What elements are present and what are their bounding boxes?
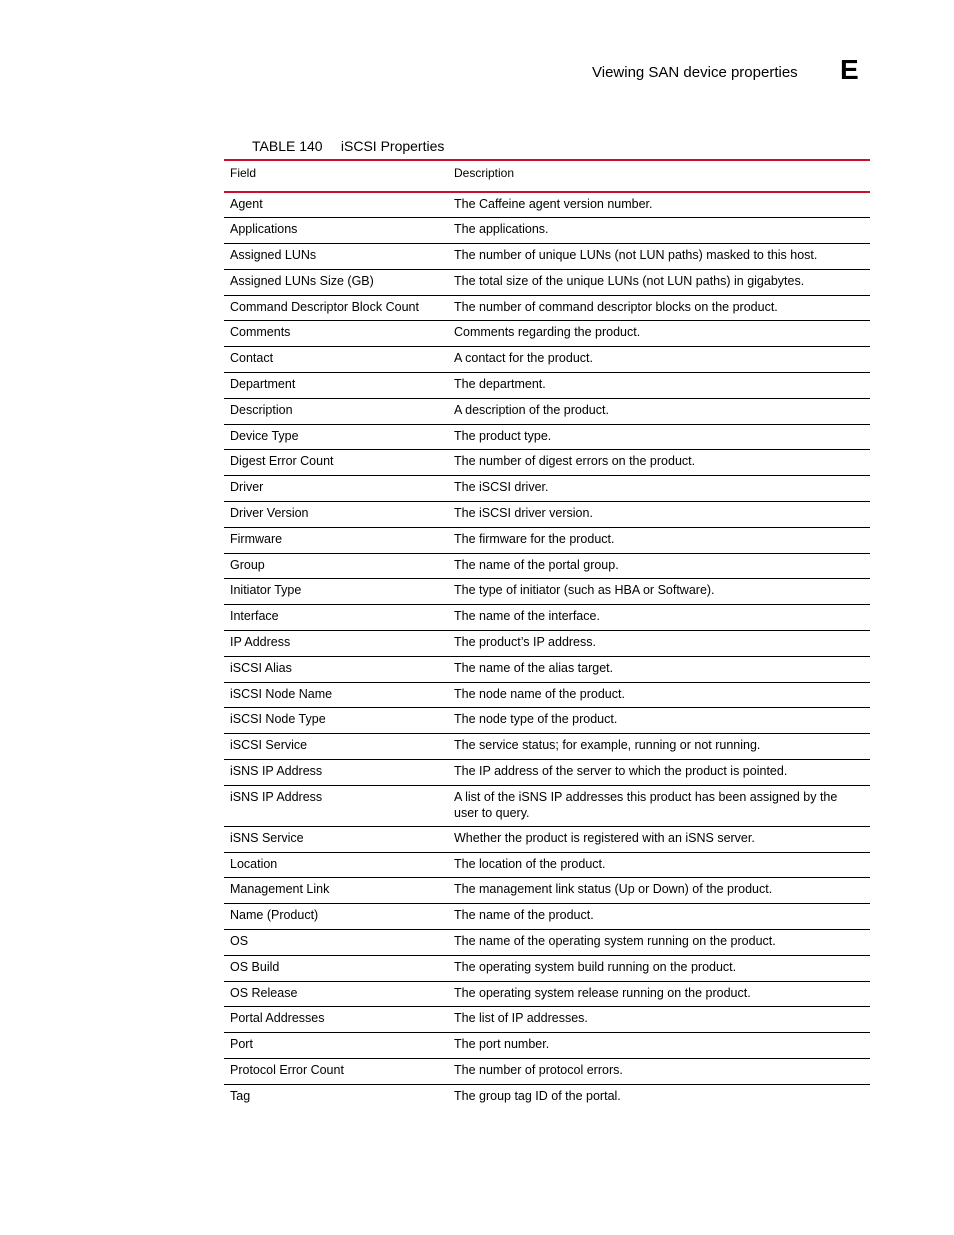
field-description-cell: The node type of the product. <box>448 708 870 734</box>
field-name-cell: Interface <box>224 605 448 631</box>
field-description-cell: The Caffeine agent version number. <box>448 192 870 218</box>
table-row <box>224 930 870 956</box>
field-name-cell: IP Address <box>224 631 448 657</box>
column-header-field: Field <box>230 166 257 180</box>
field-name-cell: iSNS IP Address <box>224 785 448 826</box>
table-row <box>224 826 870 852</box>
field-description-cell: The iSCSI driver version. <box>448 502 870 528</box>
field-description-cell: The location of the product. <box>448 852 870 878</box>
table-row <box>224 878 870 904</box>
field-name-cell: Applications <box>224 218 448 244</box>
table-row <box>224 450 870 476</box>
field-name-cell: iSNS IP Address <box>224 760 448 786</box>
table-row <box>224 656 870 682</box>
table-row <box>224 527 870 553</box>
field-description-cell: The name of the portal group. <box>448 553 870 579</box>
field-name-cell: Tag <box>230 1088 251 1103</box>
table-row <box>224 1084 870 1110</box>
field-name-cell: Description <box>224 398 448 424</box>
field-name-cell: iSCSI Alias <box>224 656 448 682</box>
field-description-cell: Whether the product is registered with an iSNS server. <box>448 826 870 852</box>
field-description-cell: The service status; for example, running or not running. <box>448 734 870 760</box>
table-row <box>224 347 870 373</box>
field-name-cell: iSCSI Node Name <box>224 682 448 708</box>
field-name-cell: OS Release <box>224 981 448 1007</box>
field-name-cell: Port <box>224 1033 448 1059</box>
table-row <box>224 785 870 826</box>
field-description-cell: A contact for the product. <box>448 347 870 373</box>
field-description-cell: The total size of the unique LUNs (not LUN paths) in gigabytes. <box>448 269 870 295</box>
field-description-cell: The group tag ID of the portal. <box>454 1088 621 1103</box>
table-row <box>224 734 870 760</box>
field-name-cell: Department <box>224 373 448 399</box>
field-name-cell: Comments <box>224 321 448 347</box>
field-description-cell: The product type. <box>448 424 870 450</box>
field-description-cell: A list of the iSNS IP addresses this product has been assigned by the user to query. <box>448 785 870 826</box>
field-description-cell: The type of initiator (such as HBA or Software). <box>448 579 870 605</box>
running-header-title: Viewing SAN device properties <box>592 64 798 81</box>
table-row <box>224 295 870 321</box>
table-row <box>224 955 870 981</box>
field-description-cell: The number of command descriptor blocks on the product. <box>448 295 870 321</box>
field-description-cell: The management link status (Up or Down) of the product. <box>448 878 870 904</box>
field-description-cell: The department. <box>448 373 870 399</box>
field-name-cell: Driver Version <box>224 502 448 528</box>
field-description-cell: The applications. <box>448 218 870 244</box>
field-name-cell: Firmware <box>224 527 448 553</box>
table-row <box>224 269 870 295</box>
field-description-cell: The number of protocol errors. <box>448 1059 870 1085</box>
field-name-cell: Driver <box>224 476 448 502</box>
table-row <box>224 398 870 424</box>
table-row <box>224 981 870 1007</box>
field-description-cell: The number of digest errors on the product. <box>448 450 870 476</box>
table-body <box>224 192 870 1110</box>
field-description-cell: Comments regarding the product. <box>448 321 870 347</box>
field-description-cell: The node name of the product. <box>448 682 870 708</box>
table-caption <box>252 138 444 154</box>
table-row <box>224 631 870 657</box>
field-name-cell: Location <box>224 852 448 878</box>
field-name-cell: Assigned LUNs Size (GB) <box>224 269 448 295</box>
field-description-cell: The firmware for the product. <box>448 527 870 553</box>
field-name-cell: iSCSI Node Type <box>224 708 448 734</box>
field-description-cell: The name of the interface. <box>448 605 870 631</box>
table-row <box>224 502 870 528</box>
field-description-cell: The name of the alias target. <box>448 656 870 682</box>
field-description-cell: The operating system release running on the product. <box>448 981 870 1007</box>
field-name-cell: OS Build <box>224 955 448 981</box>
appendix-letter: E <box>840 54 859 85</box>
table-row <box>224 424 870 450</box>
table-title: iSCSI Properties <box>340 138 445 154</box>
properties-table <box>224 159 870 1110</box>
field-description-cell: The name of the product. <box>448 904 870 930</box>
field-name-cell: Group <box>224 553 448 579</box>
field-description-cell: The product’s IP address. <box>448 631 870 657</box>
table-number: TABLE 140 <box>252 138 323 154</box>
field-description-cell: The port number. <box>448 1033 870 1059</box>
table-row <box>224 244 870 270</box>
properties-table-container <box>224 159 870 1110</box>
field-name-cell: Assigned LUNs <box>224 244 448 270</box>
field-name-cell: Initiator Type <box>224 579 448 605</box>
field-name-cell: Contact <box>224 347 448 373</box>
field-name-cell: Agent <box>224 192 448 218</box>
table-row <box>224 1007 870 1033</box>
table-row <box>224 218 870 244</box>
table-row <box>224 1059 870 1085</box>
field-name-cell: Portal Addresses <box>224 1007 448 1033</box>
field-name-cell: iSCSI Service <box>224 734 448 760</box>
field-description-cell: The name of the operating system running on the product. <box>448 930 870 956</box>
table-row <box>224 321 870 347</box>
table-row <box>224 708 870 734</box>
table-row <box>224 373 870 399</box>
table-row <box>224 852 870 878</box>
table-row <box>224 904 870 930</box>
table-row <box>224 476 870 502</box>
field-name-cell: Command Descriptor Block Count <box>224 295 448 321</box>
table-row <box>224 760 870 786</box>
field-description-cell: The number of unique LUNs (not LUN paths) masked to this host. <box>448 244 870 270</box>
field-description-cell: The operating system build running on the product. <box>448 955 870 981</box>
table-row <box>224 605 870 631</box>
table-row <box>224 579 870 605</box>
table-row <box>224 553 870 579</box>
table-header-row <box>224 160 870 192</box>
field-description-cell: The iSCSI driver. <box>448 476 870 502</box>
field-description-cell: A description of the product. <box>448 398 870 424</box>
column-header-description: Description <box>454 166 515 180</box>
table-row <box>224 682 870 708</box>
field-name-cell: iSNS Service <box>224 826 448 852</box>
field-description-cell: The IP address of the server to which the product is pointed. <box>448 760 870 786</box>
field-name-cell: OS <box>224 930 448 956</box>
field-name-cell: Management Link <box>224 878 448 904</box>
field-name-cell: Protocol Error Count <box>224 1059 448 1085</box>
field-name-cell: Device Type <box>224 424 448 450</box>
field-name-cell: Digest Error Count <box>224 450 448 476</box>
field-description-cell: The list of IP addresses. <box>448 1007 870 1033</box>
field-name-cell: Name (Product) <box>224 904 448 930</box>
table-row <box>224 1033 870 1059</box>
table-row <box>224 192 870 218</box>
